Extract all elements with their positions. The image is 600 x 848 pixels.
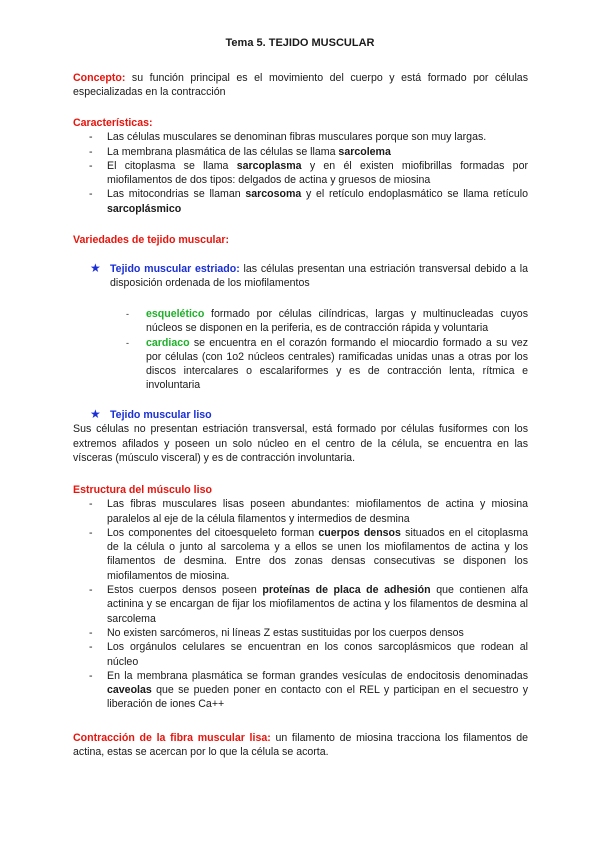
estructura-list	[73, 497, 528, 711]
list-item: - Las fibras musculares lisas poseen abundantes: miofilamentos de actina y miosina paralelos al eje de la célula filamentos y intermedios de desmina	[73, 497, 528, 526]
star-bullet-icon: ★	[90, 407, 101, 421]
estriado-block	[73, 262, 528, 291]
liso-label: Tejido muscular liso	[110, 409, 212, 421]
contraccion-paragraph	[73, 731, 528, 760]
caracteristicas-list	[73, 130, 528, 216]
list-item: - Los orgánulos celulares se encuentran en los conos sarcoplásmicos que rodean al núcleo	[73, 640, 528, 669]
list-item: - En la membrana plasmática se forman grandes vesículas de endocitosis denominadas caveolas que se pueden poner en contacto con el REL y participan en el secuestro y liberación de iones Ca++	[73, 669, 528, 712]
list-item: - No existen sarcómeros, ni líneas Z estas sustituidas por los cuerpos densos	[73, 626, 528, 640]
list-item: - Los componentes del citoesqueleto forman cuerpos densos situados en el citoplasma de la célula o junto al sarcolema y a ellos se unen los miofilamentos de actina y los filamentos de desmina. Entre dos zonas densas consecutivas se disponen los miofilamentos de miosina.	[73, 526, 528, 583]
liso-item	[73, 408, 528, 422]
list-item: - cardiaco se encuentra en el corazón formando el miocardio formado a su vez por células (con 1o2 núcleos centrales) ramificadas unidas unas a otras por los discos intercalares o escalariformes y es de contracción lenta, rítmica e involuntaria	[73, 336, 528, 393]
list-item: - La membrana plasmática de las células se llama sarcolema	[73, 145, 528, 159]
concepto-paragraph	[73, 71, 528, 100]
estriado-sublist-block	[73, 307, 528, 393]
estructura-heading: Estructura del músculo liso	[73, 484, 212, 496]
liso-text: Sus células no presentan estriación transversal, está formado por células fusiformes con los extremos afilados y poseen un solo núcleo en el centro de la célula, se encuentra en las vísceras (músculo visceral) y es de contracción involuntaria.	[73, 423, 528, 464]
list-item: - Estos cuerpos densos poseen proteínas de placa de adhesión que contienen alfa actinina y se encargan de fijar los miofilamentos de actina y los filamentos de desmina al sarcolema	[73, 583, 528, 626]
list-item: - esquelético formado por células cilíndricas, largas y multinucleadas cuyos núcleos se disponen en la periferia, es de contracción rápida y voluntaria	[73, 307, 528, 336]
estructura-section	[73, 483, 528, 712]
list-item: - El citoplasma se llama sarcoplasma y en él existen miofibrillas formadas por miofilamentos de dos tipos: delgados de actina y gruesos de miosina	[73, 159, 528, 188]
estriado-label: Tejido muscular estriado:	[110, 263, 240, 275]
caracteristicas-section	[73, 116, 528, 216]
list-item: - Las células musculares se denominan fibras musculares porque son muy largas.	[73, 130, 528, 144]
star-bullet-icon: ★	[90, 261, 101, 275]
concepto-text: su función principal es el movimiento del cuerpo y está formado por células especializadas en la contracción	[73, 72, 528, 99]
estriado-text: las células presentan una estriación transversal debido a la disposición ordenada de los miofilamentos	[110, 263, 528, 290]
variedades-heading-block	[73, 233, 528, 247]
caracteristicas-heading: Características:	[73, 117, 153, 129]
liso-block	[73, 408, 528, 465]
estriado-sublist	[73, 307, 528, 393]
page-title: Tema 5. TEJIDO MUSCULAR	[225, 37, 375, 49]
list-item: - Las mitocondrias se llaman sarcosoma y el retículo endoplasmático se llama retículo sarcoplásmico	[73, 187, 528, 216]
concepto-label: Concepto:	[73, 72, 126, 84]
contraccion-label: Contracción de la fibra muscular lisa:	[73, 732, 271, 744]
variedades-heading: Variedades de tejido muscular:	[73, 234, 230, 246]
estriado-item	[73, 262, 528, 291]
contraccion-text: un filamento de miosina tracciona los filamentos de actina, estas se acercan por lo que la célula se acorta.	[73, 732, 528, 759]
